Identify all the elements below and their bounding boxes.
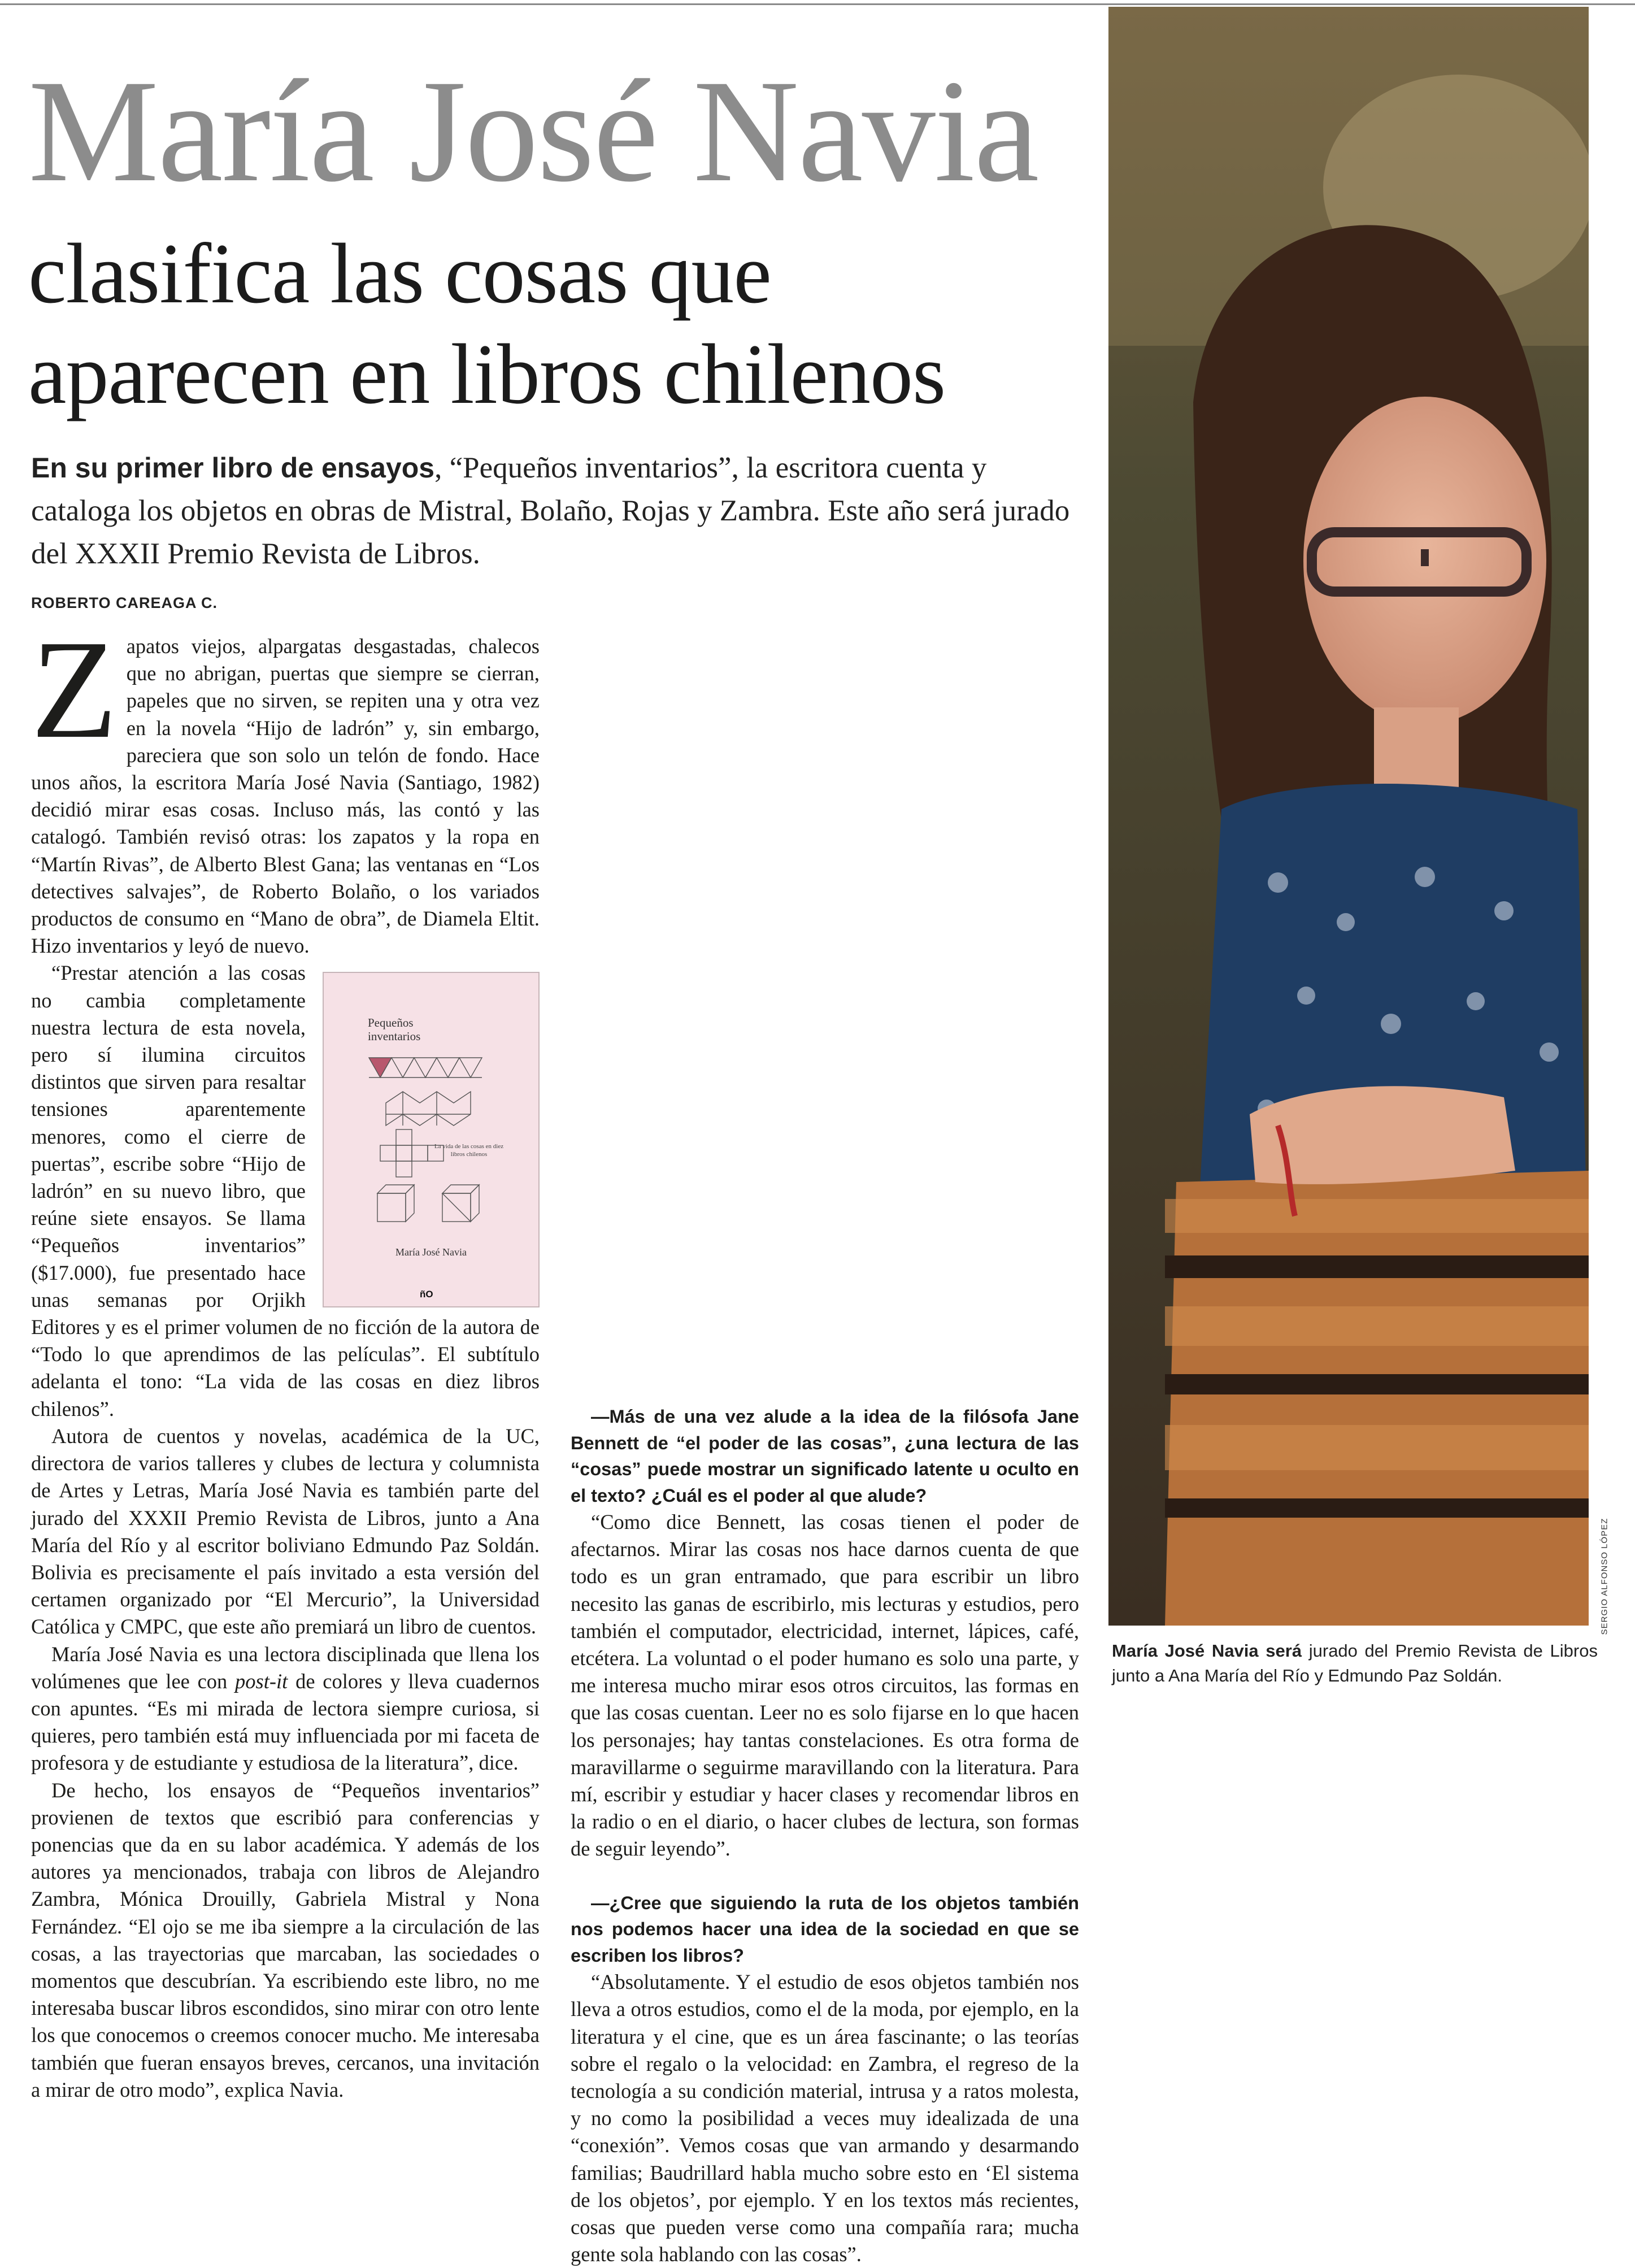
article-column-2 (571, 588, 1079, 2268)
book-cover-title-line1: Pequeños (368, 1016, 414, 1030)
book-cover-image (323, 972, 540, 1307)
question-2: —¿Cree que siguiendo la ruta de los objetos también nos podemos hacer una idea de la sociedad en que se escriben los libros? (571, 1892, 1079, 1966)
paragraph-4-text-b: de colores y lleva cuadernos con apuntes. “Es mi mirada de lectora siempre curiosa, si quieres, pero también está muy influenciada por mi faceta de profesora y de estudiante y estudiosa de la literatura”, dice. (31, 1669, 540, 1775)
portrait-photo (1108, 7, 1589, 1626)
photo-credit-text: SERGIO ALFONSO LÓPEZ (1599, 1518, 1610, 1635)
dropcap: Z (31, 611, 118, 768)
book-cover-title-line2: inventarios (368, 1029, 421, 1044)
paragraph-5: De hecho, los ensayos de “Pequeños inventarios” provienen de textos que escribió para conferencias y ponencias que da en su labor académica. Y además de los autores ya mencionados, trabaja con libros de Alejandro Zambra, Mónica Drouilly, Gabriela Mistral y Nona Fernández. “El ojo se me iba siempre a la circulación de las cosas, a las trayectorias que marcaban, las sociedades o momentos que descubrían. Ya escribiendo este libro, no me interesaba buscar libros escondidos, sino mirar con otro lente los que conocemos o creemos conocer mucho. Me interesaba también que fueran ensayos breves, cercanos, una invitación a mirar de otro modo”, explica Navia. (31, 1778, 540, 2101)
headline-name: María José Navia (28, 50, 1038, 212)
column-2-continuation-area (571, 588, 1079, 1404)
caption-lead: María José Navia será (1112, 1641, 1302, 1661)
headline-rest: clasifica las cosas que aparecen en libros chilenos (28, 226, 946, 422)
photo-caption (1112, 1639, 1598, 1688)
deck-text: , “Pequeños inventarios”, la escritora cuenta y cataloga los objetos en obras de Mistral, Bolaño, Rojas y Zambra. Este año será jurado del XXXII Premio Revista de Libros. (31, 451, 1070, 570)
publisher-logo: ñO (420, 1289, 433, 1300)
book-cover-subtitle: La vida de las cosas en diez libros chilenos (434, 1143, 504, 1158)
question-1: —Más de una vez alude a la idea de la filósofa Jane Bennett de “el poder de las cosas”, ¿una lectura de las “cosas” puede mostrar un significado latente u oculto en el texto? ¿Cuál es el poder al que alude? (571, 1406, 1079, 1506)
paragraph-3: Autora de cuentos y novelas, académica de la UC, directora de varios talleres y clubes de lectura y columnista de Artes y Letras, María José Navia es también parte del jurado del XXXII Premio Revista de Libros, junto a Ana María del Río y al escritor boliviano Edmundo Paz Soldán. Bolivia es precisamente el país invitado a esta versión del certamen organizado por “El Mercurio”, la Universidad Católica y CMPC, que este año premiará un libro de cuentos. (31, 1424, 540, 1639)
paragraph-1-text: apatos viejos, alpargatas desgastadas, chalecos que no abrigan, puertas que siempre se cierran, papeles que no sirven, se repiten una y otra vez en la novela “Hijo de ladrón” y, sin embargo, pareciera que son solo un telón de fondo. Hace unos años, la escritora María José Navia (Santiago, 1982) decidió mirar esas cosas. Incluso más, las contó y las catalogó. También revisó otras: los zapatos y la ropa en “Martín Rivas”, de Alberto Blest Gana; las ventanas en “Los detectives salvajes”, de Roberto Bolaño, o los variados productos de consumo en “Mano de obra”, de Diamela Eltit. Hizo inventarios y leyó de nuevo. (31, 635, 540, 958)
byline: ROBERTO CAREAGA C. (31, 594, 218, 611)
paragraph-4-text-a: María José Navia es una lectora disciplinada que llena los volúmenes que lee con (31, 1642, 540, 1693)
paragraph-2: “Prestar atención a las cosas no cambia completamente nuestra lectura de esta novela, pero sí ilumina circuitos distintos que sirven para resaltar tensiones aparentemente menores, como el cierre de puertas”, escribe sobre “Hijo de ladrón” en su nuevo libro, que reúne siete ensayos. Se llama “Pequeños inventarios” ($17.000), fue presentado hace unas semanas por Orjikh Editores y es el primer volumen de no ficción de la autora de “Todo lo que aprendimos de las películas”. El subtítulo adelanta el tono: “La vida de las cosas en diez libros chilenos”. (31, 961, 540, 1420)
paragraph-4 (31, 1641, 540, 1777)
photo-credit (1599, 1520, 1610, 1633)
article-column-1 (31, 611, 540, 2104)
top-rule (0, 3, 1635, 5)
deck (31, 446, 1093, 575)
spacer (571, 1863, 1079, 1890)
deck-lead: En su primer libro de ensayos (31, 452, 435, 484)
book-cover-author: María José Navia (395, 1246, 467, 1258)
book-cover-title (368, 1016, 420, 1043)
paragraph-4-italic: post-it (235, 1669, 288, 1693)
answer-2: “Absolutamente. Y el estudio de esos objetos también nos lleva a otros estudios, como el de la moda, por ejemplo, en la literatura y el cine, que es un área fascinante; o las teorías sobre el regalo o la velocidad: en Zambra, el regreso de la tecnología a su condición material, intrusa y a ratos molesta, y no como la posibilidad a veces muy idealizada de una “conexión”. Vemos cosas que van armando y desarmando familias; Baudrillard habla mucho sobre esto en ‘El sistema de los objetos’, por ejemplo. Y en los textos más recientes, cosas que pueden verse como una compañía rara; mucha gente sola hablando con las cosas”. (571, 1970, 1079, 2266)
answer-1: “Como dice Bennett, las cosas tienen el poder de afectarnos. Mirar las cosas nos hace darnos cuenta de que todo es un gran entramado, que para escribir un libro necesito las ganas de escribirlo, mis lecturas y estudios, pero también el computador, electricidad, internet, lápices, café, etcétera. La voluntad o el poder humano es solo una parte, y me interesa mucho mirar esos otros circuitos, las formas en que las cosas cuentan. Leer no es solo fijarse en lo que hacen los personajes; hay tantas constelaciones. Es otra forma de maravillarme o seguirme maravillando con la literatura. Para mí, escribir y estudiar y hacer clases y recomendar libros en la radio o en el diario, o hacer clubes de lectura, son formas de seguir leyendo”. (571, 1510, 1079, 1861)
caption-text: jurado del Premio Revista de Libros junto a Ana María del Río y Edmundo Paz Soldán. (1112, 1641, 1598, 1685)
paragraph-1 (31, 611, 540, 959)
